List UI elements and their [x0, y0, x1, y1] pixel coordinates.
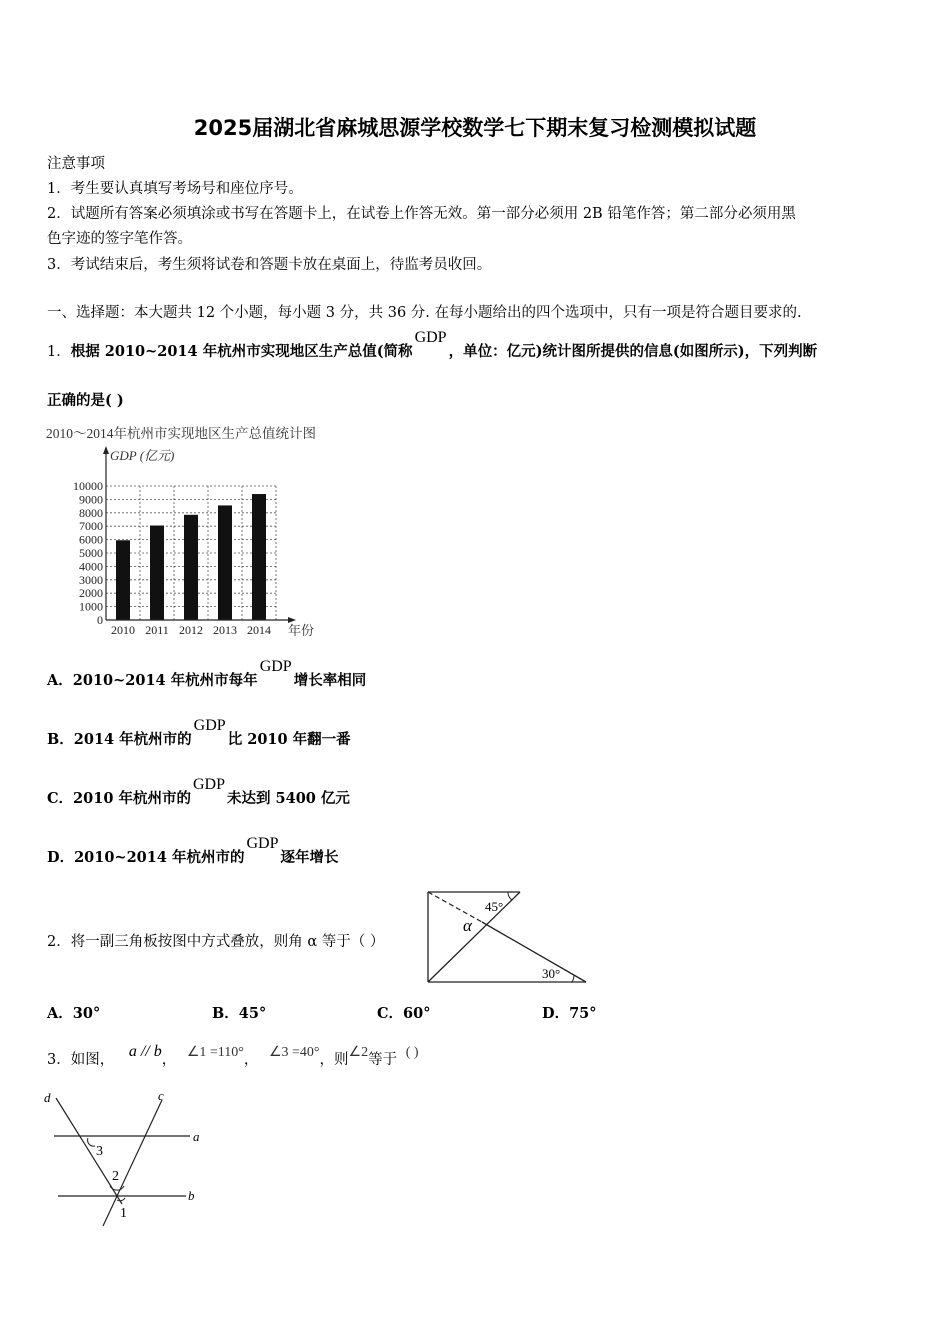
notice-item: 3．考试结束后，考生须将试卷和答题卡放在桌面上，待监考员收回。 [47, 257, 492, 273]
q2-option-b[interactable]: B．45° [212, 1005, 267, 1022]
y-tick-label: 5000 [79, 546, 103, 560]
x-tick-label: 2010 [111, 623, 135, 637]
gdp-term: GDP [192, 776, 225, 793]
chart-title: 2010～2014年杭州市实现地区生产总值统计图 [46, 426, 316, 441]
angle-1-label: 1 [120, 1206, 127, 1221]
y-tick-label: 0 [97, 613, 103, 627]
page-title: 2025届湖北省麻城思源学校数学七下期末复习检测模拟试题 [193, 116, 757, 140]
question-2-stem: 2．将一副三角板按图中方式叠放，则角 α 等于（ ） [47, 934, 385, 950]
line-b-label: b [188, 1188, 195, 1203]
chart-y-ticks [73, 479, 103, 627]
y-tick-label: 4000 [79, 559, 103, 574]
gdp-term: GDP [193, 717, 226, 734]
y-tick-label: 8000 [79, 505, 103, 520]
line-d-label: d [44, 1090, 51, 1105]
x-tick-label: 2011 [145, 623, 169, 637]
x-tick-label: 2012 [179, 623, 203, 637]
gdp-term: GDP [246, 835, 279, 852]
gdp-bar-chart [44, 422, 364, 642]
angle-3-label: 3 [96, 1144, 103, 1159]
option-d[interactable]: D．2010~2014 年杭州市的GDP逐年增长 [47, 835, 339, 866]
option-a[interactable]: A．2010~2014 年杭州市每年GDP增长率相同 [47, 658, 367, 689]
bar-2014 [252, 494, 266, 620]
bar-2013 [218, 505, 232, 620]
notice-heading: 注意事项 [47, 156, 105, 172]
math-angle-1: ∠1 =110° [186, 1045, 244, 1060]
question-1-stem-cont: 正确的是( ) [47, 392, 124, 409]
triangle-rulers-figure [422, 886, 594, 988]
question-number: 3． [47, 1052, 71, 1068]
angle-2-label: 2 [112, 1169, 119, 1184]
question-number: 2． [47, 934, 71, 950]
bar-2011 [150, 526, 164, 620]
q2-option-d[interactable]: D．75° [542, 1005, 597, 1022]
y-tick-label: 3000 [79, 572, 103, 587]
angle-45-label: 45° [485, 899, 504, 914]
alpha-label: α [463, 916, 472, 935]
bar-2012 [184, 515, 198, 620]
notice-item: 2．试题所有答案必须填涂或书写在答题卡上，在试卷上作答无效。第一部分必须用 2B 铅笔作答；第二部分必须用黑 [47, 206, 796, 222]
math-angle-2: ∠2 [348, 1045, 369, 1060]
y-axis-arrow [103, 446, 109, 454]
notice-item: 1．考生要认真填写考场号和座位序号。 [47, 181, 303, 197]
x-tick-label: 2014 [247, 623, 271, 637]
y-tick-label: 2000 [79, 586, 103, 601]
bar-2010 [116, 540, 130, 620]
chart-ylabel: GDP (亿元) [110, 448, 175, 463]
chart-x-ticks [111, 623, 271, 637]
question-number: 1． [47, 344, 71, 360]
gdp-term: GDP [414, 329, 447, 346]
line-c-label: c [158, 1088, 164, 1103]
q2-option-c[interactable]: C．60° [377, 1005, 431, 1022]
notice-item: 色字迹的签字笔作答。 [47, 231, 192, 247]
math-angle-3: ∠3 =40° [268, 1045, 320, 1060]
y-tick-label: 7000 [79, 519, 103, 534]
y-tick-label: 6000 [79, 532, 103, 547]
y-tick-label: 10000 [73, 479, 103, 493]
option-b[interactable]: B．2014 年杭州市的GDP比 2010 年翻一番 [47, 717, 351, 748]
section-heading: 一、选择题：本大题共 12 个小题，每小题 3 分，共 36 分. 在每小题给出的四个选项中，只有一项是符合题目要求的. [47, 305, 802, 321]
gdp-term: GDP [259, 658, 292, 675]
y-tick-label: 9000 [79, 492, 103, 507]
line-a-label: a [193, 1129, 200, 1144]
math-parallel: a // b [128, 1043, 162, 1060]
y-tick-label: 1000 [79, 599, 103, 614]
chart-xlabel: 年份 [288, 623, 315, 638]
option-c[interactable]: C．2010 年杭州市的GDP未达到 5400 亿元 [47, 776, 350, 807]
parallel-lines-figure [40, 1086, 210, 1230]
angle-30-label: 30° [542, 966, 561, 981]
question-1-stem: 1．根据 2010~2014 年杭州市实现地区生产总值(简称GDP，单位：亿元)统计图所提供的信息(如图所示)，下列判断 [47, 329, 818, 360]
question-3-stem: 3．如图， a // b， ∠1 =110°， ∠3 =40°，则∠2等于 ( ) [47, 1043, 419, 1068]
q2-option-a[interactable]: A．30° [47, 1005, 101, 1022]
answer-paren: ( ) [405, 1045, 419, 1060]
x-tick-label: 2013 [213, 623, 237, 637]
